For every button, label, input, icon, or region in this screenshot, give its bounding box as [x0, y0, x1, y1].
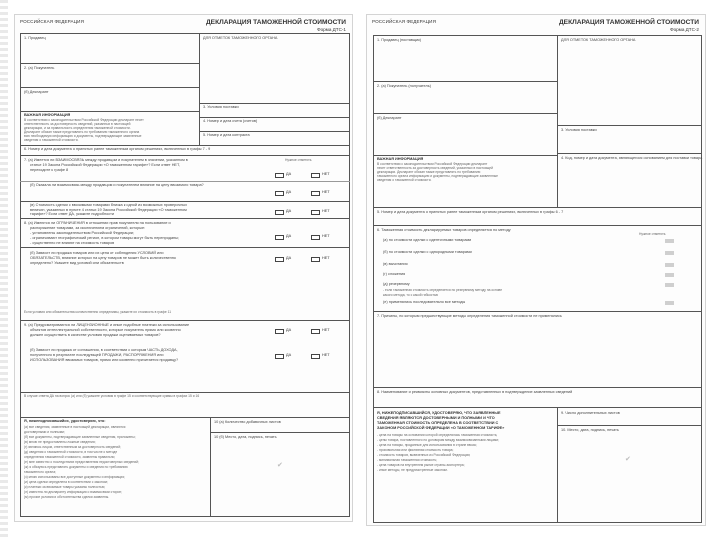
cert-line: (з) мною использованы все доступные документы и информация; [24, 475, 125, 479]
important-info-line: всю необходимую информацию и документы, подтверждающие заявленные [24, 134, 142, 138]
cert-line: СВЕДЕНИЯ ЯВЛЯЮТСЯ ДОСТОВЕРНЫМИ И ПОЛНЫМИ И ЧТО [377, 416, 495, 420]
q7a-line: 7. (а) Имеется ли ВЗАИМОСВЯЗЬ между продавцом и покупателем в значении, указанном в [24, 158, 188, 162]
cert-line: (е) мне известно о последствиях представления недостоверных сведений; [24, 460, 139, 464]
no-label: НЕТ [322, 172, 330, 176]
q9a-no-checkbox[interactable] [311, 329, 320, 334]
q9a-line: объектов интеллектуальной собственности, которые покупатель прямо или косвенно [30, 328, 181, 332]
field-extra-sheets: 10 (а) Количество добавочных листов [214, 420, 281, 424]
important-info-line: сведения о таможенной стоимости. [377, 178, 432, 182]
form-number: Форма ДТС-2 [670, 27, 699, 32]
cert-line: - минимальная таможенная стоимость; [377, 458, 438, 462]
no-label: НЕТ [322, 353, 330, 357]
q7c-line: (в) Стоимость сделки с ввозимыми товарами близка к одной из возможных проверочных [30, 203, 187, 207]
q9b-line: полученного в результате последующей ПРОДАЖИ, РАСПОРЯЖЕНИЯ или [30, 353, 164, 357]
cert-line: (к) платежи за ввозимые товары указаны полностью; [24, 485, 106, 489]
form-title: ДЕКЛАРАЦИЯ ТАМОЖЕННОЙ СТОИМОСТИ [205, 19, 346, 26]
q8b-line: ОБЯЗАТЕЛЬСТВ, влияние которых на цену товаров не может быть количественно [30, 256, 176, 260]
method-item: (а) по стоимости сделки с идентичными товарами [383, 238, 472, 242]
q7a-yes-checkbox[interactable] [275, 173, 284, 178]
field-documents: 8. Наименование и реквизиты основных документов, представленных в подтверждение заявленных сведений [377, 390, 573, 394]
reserve-method-line: какого метода, то с какой гибкостью [383, 293, 439, 297]
cert-line: - иные методы, не предусмотренные законом. [377, 468, 448, 472]
important-info-line: декларации, и за правильность определения таможенной стоимости. [24, 126, 131, 130]
q8-note: Если условия или обязательства количественно определимы, укажите их стоимость в графе 11 [24, 310, 172, 314]
q7c-line: тарифе»? Если ответ ДА, укажите подробности [30, 212, 115, 216]
q8b-yes-checkbox[interactable] [275, 257, 284, 262]
method-d-checkbox[interactable] [665, 273, 674, 277]
field-previous-decisions: 5. Номер и дата документа о принятых ранее таможенным органом решениях, включенных в графы 6 - 7 [377, 210, 564, 214]
cert-line: (и) цена сделки определена в соответствии с законом; [24, 480, 108, 484]
yes-label: ДА [286, 234, 292, 238]
q7c-no-checkbox[interactable] [311, 210, 320, 215]
reserve-method-line: - если таможенная стоимость определяется по резервному методу на основе [383, 288, 503, 292]
cert-line: (л) известна ли декларанту информация о взаимосвязи сторон; [24, 490, 123, 494]
q8a-line: распоряжение товарами, за исключением ограничений, которые: [30, 226, 146, 230]
q6-title: 6. Таможенная стоимость декларируемых товаров определяется по методу [377, 228, 511, 232]
country-header: РОССИЙСКАЯ ФЕДЕРАЦИЯ [20, 19, 84, 24]
q9a-line: должен осуществить в качестве условия продажи оцениваемых товаров? [30, 333, 161, 337]
q8b-line: (б) Зависит ли продажа товаров или их цена от соблюдения УСЛОВИЙ или [30, 251, 164, 255]
field-seller: 1. Продавец [24, 36, 46, 40]
field-reasons: 7. Причины, по которым предшествующие методы определения таможенной стоимости не применялись [377, 314, 562, 318]
cert-line: - цена на товары, проданные для использования в стране ввоза; [377, 443, 477, 447]
cert-line: - произвольная или фиктивная стоимость товара; [377, 448, 454, 452]
check-mark-icon: ✔ [625, 456, 631, 463]
q8b-no-checkbox[interactable] [311, 257, 320, 262]
cert-line: - цены товара, поставленного по договорам между взаимосвязанными лицами; [377, 438, 499, 442]
important-info-line: декларации. Декларант обязан также представлять по требованию [377, 170, 481, 174]
yes-label: ДА [286, 209, 292, 213]
q9b-line: ИСПОЛЬЗОВАНИЯ ввозимых товаров, прямо или косвенно причитается продавцу? [30, 358, 179, 362]
important-info-line: В соответствии с законодательством Российской Федерации декларант [377, 162, 488, 166]
form-number: Форма ДТС-1 [317, 27, 346, 32]
q7a-line: переходите к графе 8 [30, 168, 69, 172]
mark-needed-note: Нужное отметить [639, 232, 666, 236]
q9b-yes-checkbox[interactable] [275, 354, 284, 359]
no-label: НЕТ [322, 190, 330, 194]
q7b-yes-checkbox[interactable] [275, 191, 284, 196]
field-declarant: (б) Декларант [377, 116, 402, 120]
method-e-checkbox[interactable] [665, 283, 674, 287]
q7c-line: величин, указанных в пункте 4 статьи 19 Закона Российской Федерации «О таможенном [30, 208, 187, 212]
field-previous-decisions: 6. Номер и дата документа о принятых ранее таможенным органом решениях, включенных в графы 7 - 9 [24, 147, 211, 151]
field-delivery-terms: 3. Условия поставки [203, 105, 239, 109]
field-basis-document: 4. Код, номер и дата документа, являющегося основанием для поставки товара [561, 156, 703, 160]
yes-label: ДА [286, 256, 292, 260]
field-extra-sheets: 9. Число дополнительных листов [561, 411, 620, 415]
field-declarant: (б) Декларант [24, 90, 49, 94]
q7c-yes-checkbox[interactable] [275, 210, 284, 215]
q7a-line: статье 19 Закона Российской Федерации «О таможенном тарифе»? Если ответ НЕТ, [30, 163, 180, 167]
important-info-line: сведения о таможенной стоимости. [24, 138, 79, 142]
field-place-date-signature: 10 (б) Место, дата, подпись, печать [214, 435, 277, 439]
cert-line: - цена товаров на внутреннем рынке страны-экспортера; [377, 463, 465, 467]
cert-line: достоверными и полными; [24, 430, 65, 434]
cert-line: (в) мною не предоставлены ложные сведения; [24, 440, 96, 444]
field-delivery-terms: 3. Условия поставки [561, 128, 597, 132]
cert-line: - цена на товары на основании которой определялась таможенная стоимость; [377, 433, 498, 437]
yes-label: ДА [286, 172, 292, 176]
important-info-title: ВАЖНАЯ ИНФОРМАЦИЯ [24, 113, 71, 117]
important-info-line: ответственность за достоверность сведений, указанных в настоящей [24, 122, 131, 126]
q7a-no-checkbox[interactable] [311, 173, 320, 178]
q8a-line: - существенно не влияют на стоимость товаров [30, 241, 115, 245]
q9a-yes-checkbox[interactable] [275, 329, 284, 334]
field-seller: 1. Продавец (поставщик) [377, 38, 422, 42]
no-label: НЕТ [322, 328, 330, 332]
cert-line: определения таможенной стоимости, заявлены правильно; [24, 455, 116, 459]
method-item: (б) по стоимости сделки с однородными товарами [383, 250, 472, 254]
q8a-no-checkbox[interactable] [311, 235, 320, 240]
field-buyer: 2. (а) Покупатель [24, 66, 55, 70]
important-info-line: Декларант обязан также представлять по требованию таможенного органа [24, 130, 140, 134]
left-stripe-decoration [0, 0, 8, 540]
check-mark-icon: ✔ [277, 462, 283, 469]
important-info-title: ВАЖНАЯ ИНФОРМАЦИЯ [377, 157, 424, 161]
cert-line: (г) являюсь лицом, ответственным за достоверность сведений; [24, 445, 121, 449]
form-title: ДЕКЛАРАЦИЯ ТАМОЖЕННОЙ СТОИМОСТИ [558, 19, 699, 26]
field-invoice: 4. Номер и дата счета (счетов) [203, 119, 258, 123]
q9-note: В случае ответа ДА на вопрос (а) или (б) укажите условия в графе 15 и соответствующие суммы в графах 15 и 16 [24, 394, 200, 398]
method-item: (в) вычитания [383, 262, 408, 266]
field-place-date-signature: 10. Место, дата, подпись, печать [561, 428, 619, 432]
form-dts2-page [366, 14, 706, 526]
cert-line: (ж) я обязуюсь представлять документы и сведения по требованию [24, 465, 128, 469]
field-buyer: 2. (а) Покупатель (получатель) [377, 84, 431, 88]
method-c-checkbox[interactable] [665, 263, 674, 267]
q8a-line: - установлены законодательством Российской Федерации; [30, 231, 134, 235]
cert-line: (м) прочие условия и обстоятельства сделки заявлены. [24, 495, 110, 499]
yes-label: ДА [286, 190, 292, 194]
yes-label: ДА [286, 353, 292, 357]
q7b-line: (б) Оказала ли взаимосвязь между продавцом и покупателем влияние на цену ввозимого товара? [30, 183, 204, 187]
q8b-line: определено? Укажите вид условий или обязательств [30, 261, 124, 265]
q7b-no-checkbox[interactable] [311, 191, 320, 196]
cert-line: ЗАКОНОМ РОССИЙСКОЙ ФЕДЕРАЦИИ «О ТАМОЖЕННОМ ТАРИФЕ» [377, 426, 505, 430]
method-item: (е) применялись последовательно все методы [383, 300, 466, 304]
customs-box-label: ДЛЯ ОТМЕТОК ТАМОЖЕННОГО ОРГАНА [561, 38, 636, 42]
mark-needed-note: Нужное отметить [285, 158, 312, 162]
method-b-checkbox[interactable] [665, 251, 674, 255]
cert-line: (б) все документы, подтверждающие заявленные сведения, приложены; [24, 435, 136, 439]
cert-line: - стоимость товаров, вывезенных из Российской Федерации; [377, 453, 471, 457]
country-header: РОССИЙСКАЯ ФЕДЕРАЦИЯ [372, 19, 436, 24]
q8a-yes-checkbox[interactable] [275, 235, 284, 240]
important-info-line: В соответствии с законодательством Российской Федерации декларант несет [24, 118, 144, 122]
field-contract: 5. Номер и дата контракта [203, 133, 250, 137]
method-f-checkbox[interactable] [665, 301, 674, 305]
cert-line: (д) сведения о таможенной стоимости, в том числе о методе [24, 450, 118, 454]
no-label: НЕТ [322, 234, 330, 238]
method-item: (д) резервному [383, 282, 410, 286]
cert-line: Я, НИЖЕПОДПИСАВШИЙСЯ, УДОСТОВЕРЯЮ, ЧТО ЗАЯВЛЕННЫЕ [377, 411, 501, 415]
method-item: (г) сложения [383, 272, 406, 276]
q8a-line: - ограничивают географический регион, в котором товары могут быть перепроданы; [30, 236, 179, 240]
q9b-line: (б) Зависит ли продажа от соглашения, в соответствии с которым ЧАСТЬ ДОХОДА, [30, 348, 178, 352]
important-info-line: таможенного органа информацию и документы, подтверждающие заявленные [377, 174, 498, 178]
yes-label: ДА [286, 328, 292, 332]
cert-line: таможенного органа; [24, 470, 56, 474]
no-label: НЕТ [322, 256, 330, 260]
cert-line: (а) все сведения, заявленные в настоящей декларации, являются [24, 425, 126, 429]
no-label: НЕТ [322, 209, 330, 213]
cert-line: ТАМОЖЕННАЯ СТОИМОСТЬ ОПРЕДЕЛЕНА В СООТВЕТСТВИИ С [377, 421, 499, 425]
customs-box-label: ДЛЯ ОТМЕТОК ТАМОЖЕННОГО ОРГАНА [203, 36, 278, 40]
q9b-no-checkbox[interactable] [311, 354, 320, 359]
q9a-line: 9. (а) Предусматриваются ли ЛИЦЕНЗИОННЫЕ и иные подобные платежи за использование [24, 323, 190, 327]
form-dts1-page [14, 14, 353, 522]
method-a-checkbox[interactable] [665, 239, 674, 243]
q8a-line: 8. (а) Имеются ли ОГРАНИЧЕНИЯ в отношении прав покупателя на пользование и [24, 221, 171, 225]
cert-title: Я, нижеподписавшийся, удостоверяю, что: [24, 419, 106, 423]
important-info-line: несет ответственность за достоверность сведений, указанных в настоящей [377, 166, 493, 170]
